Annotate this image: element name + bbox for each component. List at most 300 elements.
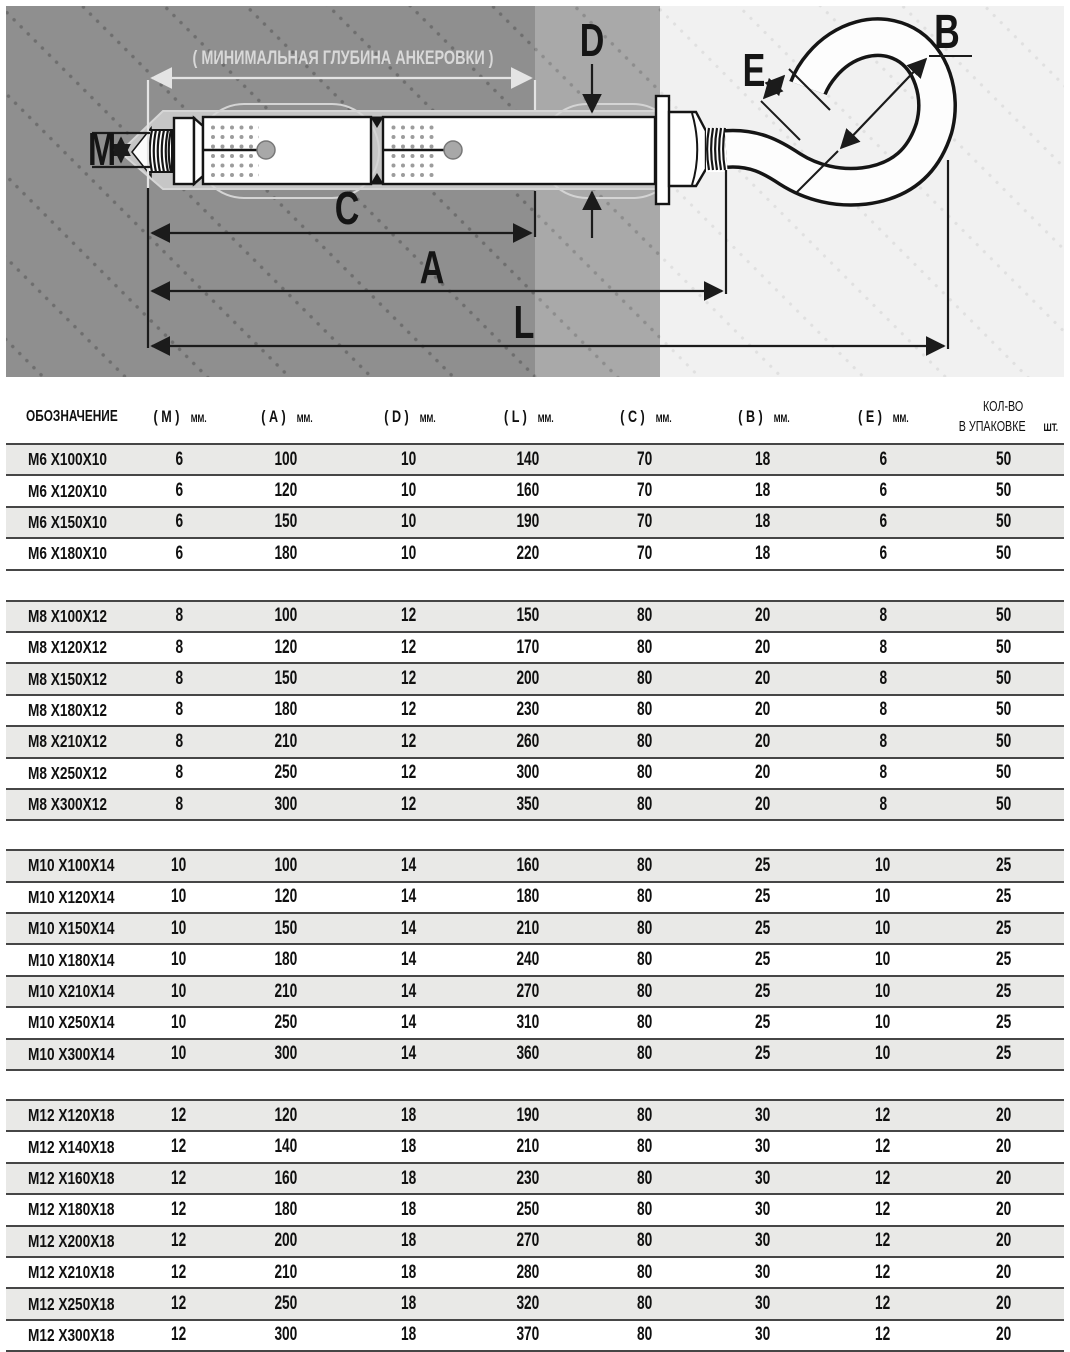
table-row <box>6 1193 1064 1224</box>
value-cell: 50 <box>995 762 1012 784</box>
value-cell: 12 <box>875 1324 891 1346</box>
value-cell: 150 <box>274 668 298 690</box>
value-cell: 12 <box>171 1198 187 1220</box>
value-cell: 8 <box>175 730 183 752</box>
value-cell: 18 <box>401 1230 417 1252</box>
value-cell: 70 <box>637 480 653 502</box>
value-cell: 10 <box>875 854 891 876</box>
value-cell: 12 <box>875 1293 891 1315</box>
value-cell: 12 <box>171 1230 187 1252</box>
designation-cell: М8 Х210Х12 <box>28 731 107 752</box>
thread-left <box>148 130 172 172</box>
value-cell: 30 <box>755 1167 771 1189</box>
table-row <box>6 445 1064 474</box>
value-cell: 160 <box>274 1167 298 1189</box>
value-cell: 250 <box>274 1011 298 1033</box>
table-row <box>6 881 1064 912</box>
value-cell: 8 <box>879 699 887 721</box>
value-cell: 10 <box>171 1011 187 1033</box>
value-cell: 230 <box>516 1167 540 1189</box>
value-cell: 50 <box>995 636 1012 658</box>
value-cell: 18 <box>755 511 771 533</box>
value-cell: 10 <box>171 949 187 971</box>
value-cell: 250 <box>516 1198 540 1220</box>
column-unit-m: ММ. <box>190 412 207 425</box>
value-cell: 12 <box>401 605 417 627</box>
spec-group <box>6 443 1064 571</box>
expansion-pin-2 <box>444 141 462 159</box>
value-cell: 14 <box>401 854 417 876</box>
value-cell: 80 <box>637 854 653 876</box>
value-cell: 6 <box>175 448 183 470</box>
value-cell: 80 <box>637 636 653 658</box>
designation-cell: М6 Х120Х10 <box>28 480 107 501</box>
value-cell: 10 <box>171 980 187 1002</box>
designation-cell: М12 Х200Х18 <box>28 1230 115 1251</box>
value-cell: 12 <box>875 1136 891 1158</box>
designation-cell: М10 Х300Х14 <box>28 1043 115 1064</box>
value-cell: 6 <box>879 511 887 533</box>
value-cell: 6 <box>175 511 183 533</box>
value-cell: 25 <box>755 949 771 971</box>
value-cell: 12 <box>401 699 417 721</box>
value-cell: 8 <box>879 605 887 627</box>
value-cell: 25 <box>755 1011 771 1033</box>
column-header-l: ( L ) <box>503 406 527 426</box>
value-cell: 370 <box>516 1324 540 1346</box>
value-cell: 20 <box>755 730 771 752</box>
value-cell: 14 <box>401 886 417 908</box>
table-row <box>6 788 1064 819</box>
dim-label-a: А <box>419 240 445 294</box>
column-unit-d: ММ. <box>419 412 436 425</box>
value-cell: 20 <box>995 1167 1012 1189</box>
column-header-a: ( А ) <box>261 406 286 426</box>
value-cell: 80 <box>637 1043 653 1065</box>
value-cell: 150 <box>274 511 298 533</box>
value-cell: 30 <box>755 1230 771 1252</box>
column-unit-b: ММ. <box>773 412 790 425</box>
value-cell: 12 <box>171 1324 187 1346</box>
value-cell: 80 <box>637 793 653 815</box>
value-cell: 20 <box>995 1261 1012 1283</box>
designation-cell: М10 Х120Х14 <box>28 886 115 907</box>
value-cell: 70 <box>637 448 653 470</box>
value-cell: 12 <box>171 1104 187 1126</box>
table-body <box>6 443 1064 1352</box>
value-cell: 25 <box>995 949 1012 971</box>
value-cell: 14 <box>401 949 417 971</box>
value-cell: 80 <box>637 886 653 908</box>
value-cell: 30 <box>755 1136 771 1158</box>
value-cell: 180 <box>516 886 540 908</box>
value-cell: 10 <box>875 949 891 971</box>
table-row <box>6 602 1064 631</box>
value-cell: 210 <box>274 980 298 1002</box>
spec-group <box>6 849 1064 1071</box>
designation-cell: М10 Х100Х14 <box>28 855 115 876</box>
value-cell: 80 <box>637 1261 653 1283</box>
collar <box>174 118 194 184</box>
value-cell: 300 <box>516 762 540 784</box>
spec-group <box>6 1099 1064 1352</box>
value-cell: 80 <box>637 1104 653 1126</box>
table-row <box>6 1006 1064 1037</box>
value-cell: 250 <box>274 1293 298 1315</box>
value-cell: 10 <box>875 980 891 1002</box>
designation-cell: М6 Х100Х10 <box>28 449 107 470</box>
value-cell: 8 <box>175 762 183 784</box>
value-cell: 20 <box>995 1198 1012 1220</box>
value-cell: 25 <box>755 980 771 1002</box>
column-unit-quantity: ШТ. <box>1043 421 1058 434</box>
column-unit-l: ММ. <box>537 412 554 425</box>
value-cell: 8 <box>175 668 183 690</box>
value-cell: 10 <box>875 1011 891 1033</box>
value-cell: 50 <box>995 605 1012 627</box>
anchor-depth-label-group <box>193 46 494 69</box>
value-cell: 30 <box>755 1198 771 1220</box>
value-cell: 150 <box>274 917 298 939</box>
value-cell: 10 <box>171 917 187 939</box>
value-cell: 80 <box>637 762 653 784</box>
collar-taper <box>194 118 203 184</box>
value-cell: 20 <box>755 793 771 815</box>
value-cell: 8 <box>879 636 887 658</box>
value-cell: 160 <box>516 854 540 876</box>
value-cell: 10 <box>171 886 187 908</box>
table-row <box>6 1287 1064 1318</box>
table-row <box>6 943 1064 974</box>
value-cell: 25 <box>995 917 1012 939</box>
value-cell: 6 <box>175 480 183 502</box>
value-cell: 25 <box>995 1011 1012 1033</box>
value-cell: 230 <box>516 699 540 721</box>
value-cell: 10 <box>875 886 891 908</box>
value-cell: 120 <box>274 636 298 658</box>
value-cell: 190 <box>516 511 540 533</box>
table-row <box>6 1101 1064 1130</box>
value-cell: 80 <box>637 917 653 939</box>
value-cell: 8 <box>175 605 183 627</box>
value-cell: 20 <box>755 668 771 690</box>
value-cell: 320 <box>516 1293 540 1315</box>
value-cell: 260 <box>516 730 540 752</box>
value-cell: 180 <box>274 1198 298 1220</box>
value-cell: 10 <box>401 448 417 470</box>
value-cell: 12 <box>875 1230 891 1252</box>
value-cell: 20 <box>755 605 771 627</box>
value-cell: 10 <box>401 480 417 502</box>
value-cell: 190 <box>516 1104 540 1126</box>
washer <box>656 96 669 204</box>
table-row <box>6 506 1064 537</box>
value-cell: 18 <box>401 1324 417 1346</box>
value-cell: 6 <box>175 542 183 564</box>
value-cell: 80 <box>637 1324 653 1346</box>
designation-cell: М12 Х140Х18 <box>28 1136 115 1157</box>
value-cell: 8 <box>175 636 183 658</box>
value-cell: 25 <box>755 917 771 939</box>
value-cell: 100 <box>274 448 298 470</box>
value-cell: 80 <box>637 949 653 971</box>
value-cell: 280 <box>516 1261 540 1283</box>
value-cell: 80 <box>637 1011 653 1033</box>
value-cell: 20 <box>995 1324 1012 1346</box>
value-cell: 360 <box>516 1043 540 1065</box>
table-row <box>6 757 1064 788</box>
value-cell: 80 <box>637 1293 653 1315</box>
value-cell: 50 <box>995 699 1012 721</box>
value-cell: 100 <box>274 854 298 876</box>
thread-right <box>706 128 727 172</box>
value-cell: 10 <box>875 917 891 939</box>
value-cell: 14 <box>401 917 417 939</box>
value-cell: 12 <box>875 1167 891 1189</box>
value-cell: 70 <box>637 542 653 564</box>
value-cell: 10 <box>401 511 417 533</box>
column-header-quantity <box>943 397 1064 437</box>
value-cell: 12 <box>171 1293 187 1315</box>
value-cell: 25 <box>755 1043 771 1065</box>
hex-nut <box>669 112 706 186</box>
value-cell: 300 <box>274 1324 298 1346</box>
value-cell: 14 <box>401 1043 417 1065</box>
designation-cell: М8 Х150Х12 <box>28 668 107 689</box>
value-cell: 6 <box>879 448 887 470</box>
table-row <box>6 694 1064 725</box>
value-cell: 80 <box>637 1136 653 1158</box>
value-cell: 150 <box>516 605 540 627</box>
table-header <box>6 390 1064 443</box>
value-cell: 10 <box>875 1043 891 1065</box>
designation-cell: М12 Х210Х18 <box>28 1262 115 1283</box>
column-header-e: ( Е ) <box>858 406 883 426</box>
value-cell: 80 <box>637 730 653 752</box>
value-cell: 50 <box>995 448 1012 470</box>
value-cell: 30 <box>755 1261 771 1283</box>
value-cell: 20 <box>995 1136 1012 1158</box>
designation-cell: М8 Х120Х12 <box>28 637 107 658</box>
table-row <box>6 631 1064 662</box>
designation-cell: М10 Х250Х14 <box>28 1012 115 1033</box>
value-cell: 10 <box>171 1043 187 1065</box>
value-cell: 20 <box>755 636 771 658</box>
table-row <box>6 474 1064 505</box>
value-cell: 25 <box>995 980 1012 1002</box>
value-cell: 12 <box>401 793 417 815</box>
value-cell: 120 <box>274 886 298 908</box>
expansion-pin-1 <box>257 141 275 159</box>
value-cell: 12 <box>401 730 417 752</box>
value-cell: 8 <box>175 699 183 721</box>
value-cell: 80 <box>637 1167 653 1189</box>
value-cell: 210 <box>274 1261 298 1283</box>
designation-cell: М6 Х180Х10 <box>28 543 107 564</box>
column-header-designation: ОБОЗНАЧЕНИЕ <box>26 407 118 425</box>
dim-label-m: М <box>87 122 117 176</box>
table-row <box>6 537 1064 568</box>
value-cell: 20 <box>755 762 771 784</box>
value-cell: 12 <box>171 1136 187 1158</box>
value-cell: 250 <box>274 762 298 784</box>
value-cell: 25 <box>755 854 771 876</box>
value-cell: 18 <box>401 1104 417 1126</box>
table-row <box>6 1256 1064 1287</box>
value-cell: 160 <box>516 480 540 502</box>
value-cell: 80 <box>637 699 653 721</box>
value-cell: 50 <box>995 480 1012 502</box>
value-cell: 210 <box>274 730 298 752</box>
column-unit-c: ММ. <box>655 412 672 425</box>
value-cell: 12 <box>875 1198 891 1220</box>
value-cell: 8 <box>879 730 887 752</box>
spec-group <box>6 600 1064 822</box>
value-cell: 240 <box>516 949 540 971</box>
value-cell: 200 <box>516 668 540 690</box>
table-row <box>6 1038 1064 1069</box>
designation-cell: М8 Х180Х12 <box>28 699 107 720</box>
value-cell: 12 <box>171 1167 187 1189</box>
anchor-depth-label: ( МИНИМАЛЬНАЯ ГЛУБИНА АНКЕРОВКИ ) <box>192 45 494 69</box>
quantity-header-line2: В УПАКОВКЕ <box>958 418 1026 435</box>
value-cell: 12 <box>401 636 417 658</box>
value-cell: 50 <box>995 511 1012 533</box>
dim-label-l: L <box>513 295 535 349</box>
column-unit-a: ММ. <box>296 412 313 425</box>
designation-cell: М12 Х180Х18 <box>28 1199 115 1220</box>
value-cell: 300 <box>274 1043 298 1065</box>
designation-cell: М8 Х100Х12 <box>28 605 107 626</box>
designation-cell: М10 Х180Х14 <box>28 949 115 970</box>
dim-label-d: D <box>579 13 605 67</box>
quantity-header-line1: КОЛ-ВО <box>983 398 1024 415</box>
designation-cell: М10 Х210Х14 <box>28 981 115 1002</box>
value-cell: 14 <box>401 1011 417 1033</box>
value-cell: 10 <box>171 854 187 876</box>
designation-cell: М6 Х150Х10 <box>28 511 107 532</box>
table-row <box>6 662 1064 693</box>
value-cell: 18 <box>755 480 771 502</box>
value-cell: 50 <box>995 730 1012 752</box>
value-cell: 18 <box>401 1167 417 1189</box>
dim-label-e: Е <box>742 43 766 97</box>
designation-cell: М12 Х250Х18 <box>28 1293 115 1314</box>
value-cell: 120 <box>274 480 298 502</box>
value-cell: 70 <box>637 511 653 533</box>
value-cell: 18 <box>401 1198 417 1220</box>
value-cell: 210 <box>516 917 540 939</box>
value-cell: 20 <box>995 1104 1012 1126</box>
designation-cell: М8 Х250Х12 <box>28 762 107 783</box>
value-cell: 18 <box>401 1136 417 1158</box>
column-unit-e: ММ. <box>893 412 909 425</box>
value-cell: 140 <box>516 448 540 470</box>
value-cell: 30 <box>755 1104 771 1126</box>
dim-label-c: С <box>334 181 360 235</box>
spec-table <box>6 390 1064 1352</box>
value-cell: 80 <box>637 980 653 1002</box>
value-cell: 350 <box>516 793 540 815</box>
value-cell: 180 <box>274 949 298 971</box>
value-cell: 25 <box>995 1043 1012 1065</box>
value-cell: 310 <box>516 1011 540 1033</box>
value-cell: 100 <box>274 605 298 627</box>
table-row <box>6 975 1064 1006</box>
column-header-m: ( М ) <box>153 406 180 426</box>
value-cell: 180 <box>274 542 298 564</box>
value-cell: 14 <box>401 980 417 1002</box>
table-row <box>6 1225 1064 1256</box>
value-cell: 50 <box>995 793 1012 815</box>
value-cell: 170 <box>516 636 540 658</box>
value-cell: 25 <box>995 854 1012 876</box>
value-cell: 18 <box>755 448 771 470</box>
value-cell: 12 <box>875 1104 891 1126</box>
value-cell: 120 <box>274 1104 298 1126</box>
value-cell: 12 <box>401 668 417 690</box>
value-cell: 12 <box>875 1261 891 1283</box>
value-cell: 180 <box>274 699 298 721</box>
value-cell: 10 <box>401 542 417 564</box>
value-cell: 8 <box>175 793 183 815</box>
value-cell: 80 <box>637 1198 653 1220</box>
column-header-b: ( В ) <box>738 406 763 426</box>
designation-cell: М8 Х300Х12 <box>28 794 107 815</box>
value-cell: 200 <box>274 1230 298 1252</box>
table-row <box>6 912 1064 943</box>
value-cell: 80 <box>637 605 653 627</box>
column-header-c: ( С ) <box>620 406 645 426</box>
value-cell: 210 <box>516 1136 540 1158</box>
value-cell: 20 <box>995 1293 1012 1315</box>
value-cell: 6 <box>879 480 887 502</box>
value-cell: 6 <box>879 542 887 564</box>
value-cell: 18 <box>401 1261 417 1283</box>
value-cell: 270 <box>516 980 540 1002</box>
value-cell: 30 <box>755 1324 771 1346</box>
value-cell: 220 <box>516 542 540 564</box>
table-row <box>6 1162 1064 1193</box>
value-cell: 12 <box>171 1261 187 1283</box>
value-cell: 80 <box>637 668 653 690</box>
table-row <box>6 725 1064 756</box>
table-row <box>6 1319 1064 1350</box>
table-row <box>6 1130 1064 1161</box>
value-cell: 80 <box>637 1230 653 1252</box>
value-cell: 8 <box>879 762 887 784</box>
value-cell: 30 <box>755 1293 771 1315</box>
value-cell: 270 <box>516 1230 540 1252</box>
value-cell: 50 <box>995 668 1012 690</box>
designation-cell: М12 Х160Х18 <box>28 1168 115 1188</box>
value-cell: 8 <box>879 793 887 815</box>
dim-label-b: В <box>934 4 960 59</box>
value-cell: 20 <box>995 1230 1012 1252</box>
value-cell: 25 <box>995 886 1012 908</box>
anchor-with-hook-drawing <box>0 0 1070 385</box>
column-header-d: ( D ) <box>384 406 409 426</box>
value-cell: 140 <box>274 1136 298 1158</box>
value-cell: 25 <box>755 886 771 908</box>
value-cell: 50 <box>995 542 1012 564</box>
designation-cell: М10 Х150Х14 <box>28 918 115 939</box>
value-cell: 18 <box>401 1293 417 1315</box>
value-cell: 18 <box>755 542 771 564</box>
table-row <box>6 851 1064 880</box>
value-cell: 12 <box>401 762 417 784</box>
designation-cell: М12 Х120Х18 <box>28 1105 115 1126</box>
